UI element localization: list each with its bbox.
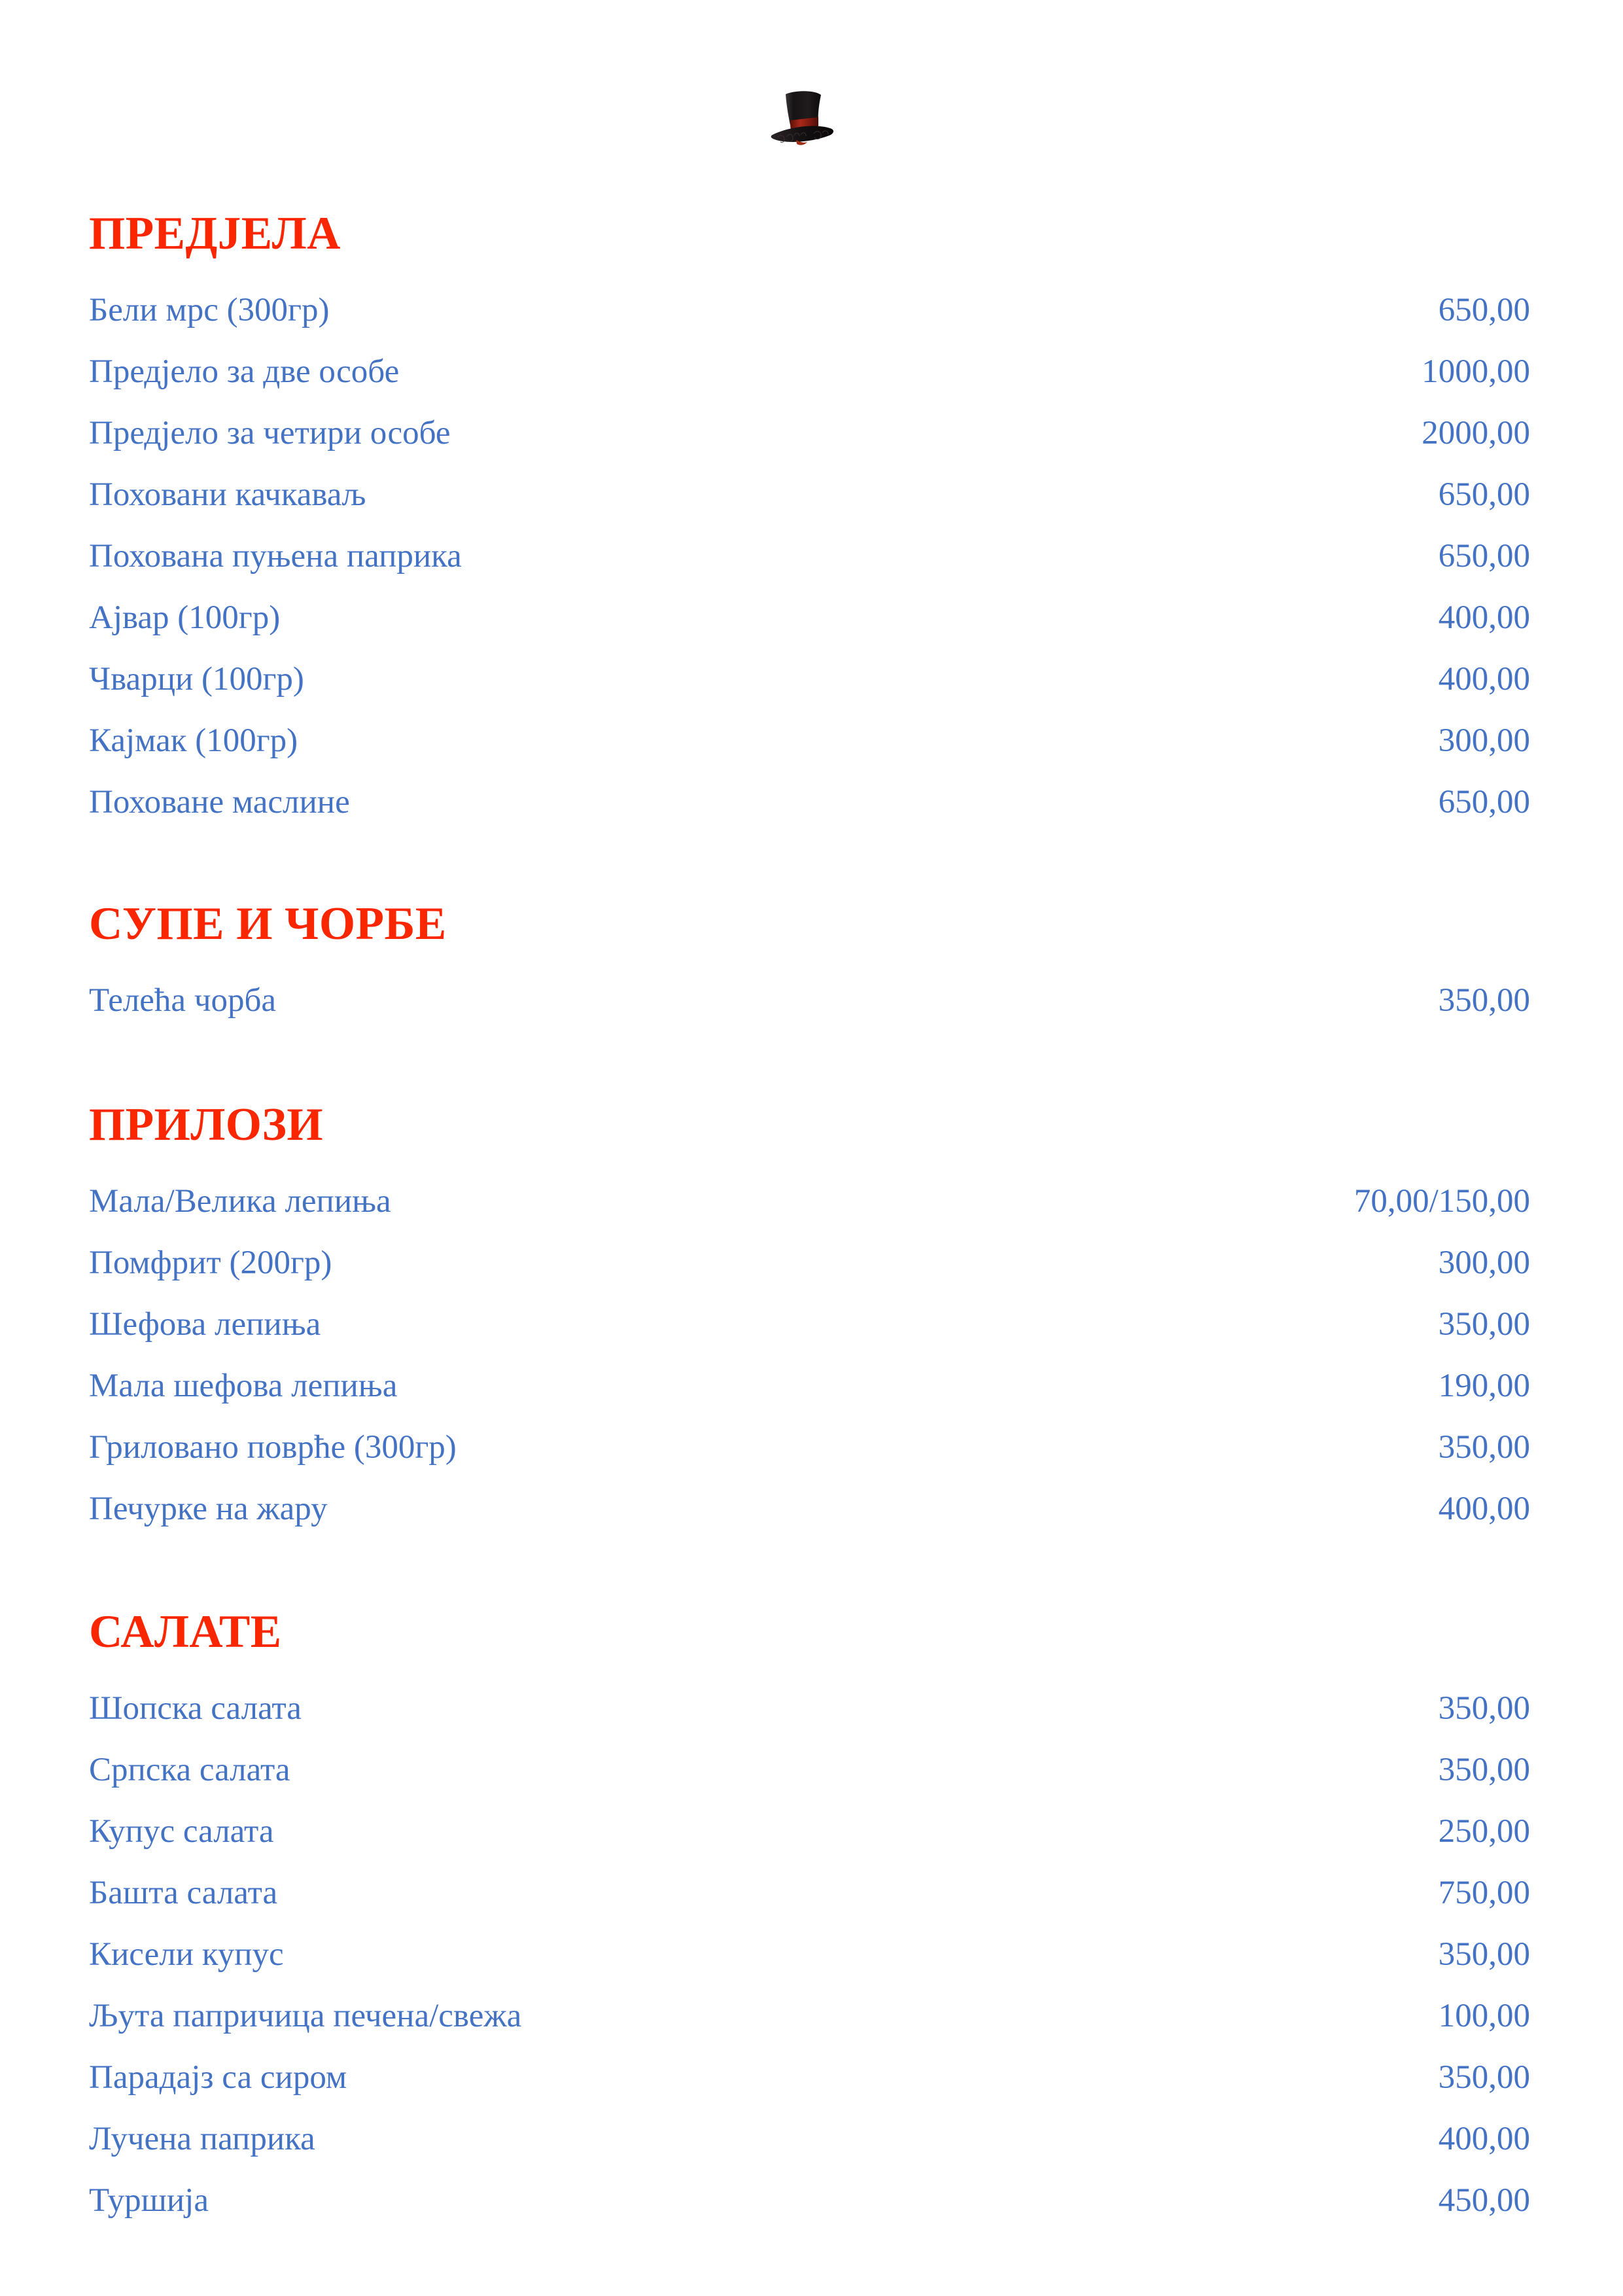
item-price: 400,00 — [1438, 1491, 1530, 1527]
section-items — [89, 279, 1534, 833]
item-name: Српска салата — [89, 1752, 290, 1788]
item-name: Предјело за две особе — [89, 353, 400, 390]
menu-section — [89, 898, 1534, 1031]
item-name: Ајвар (100гр) — [89, 599, 281, 636]
item-price: 650,00 — [1438, 476, 1530, 513]
item-name: Бели мрс (300гр) — [89, 292, 330, 328]
item-price: 100,00 — [1438, 1998, 1530, 2034]
item-price: 350,00 — [1438, 982, 1530, 1019]
item-price: 2000,00 — [1422, 415, 1530, 451]
section-items — [89, 1171, 1534, 1540]
item-name: Лучена паприка — [89, 2121, 315, 2157]
menu-item-row — [89, 1862, 1534, 1924]
item-price: 250,00 — [1438, 1813, 1530, 1850]
item-name: Шефова лепиња — [89, 1306, 321, 1343]
menu-item-row — [89, 1232, 1534, 1294]
item-name: Љута папричица печена/свежа — [89, 1998, 522, 2034]
menu-item-row — [89, 2170, 1534, 2231]
restaurant-logo — [89, 0, 1534, 211]
menu-item-row — [89, 2047, 1534, 2108]
menu-item-row — [89, 648, 1534, 710]
section-items — [89, 1678, 1534, 2231]
menu-item-row — [89, 1171, 1534, 1232]
item-price: 400,00 — [1438, 661, 1530, 698]
top-hat-logo-icon — [753, 80, 871, 158]
item-name: Предјело за четири особе — [89, 415, 451, 451]
item-price: 350,00 — [1438, 1752, 1530, 1788]
menu-section — [89, 1606, 1534, 2231]
menu-item-row — [89, 525, 1534, 587]
item-name: Кисели купус — [89, 1936, 284, 1973]
item-name: Парадајз са сиром — [89, 2059, 347, 2096]
item-price: 70,00/150,00 — [1353, 1183, 1530, 1220]
item-name: Мала/Велика лепиња — [89, 1183, 391, 1220]
item-price: 350,00 — [1438, 1936, 1530, 1973]
section-items — [89, 970, 1534, 1031]
item-name: Кајмак (100гр) — [89, 722, 298, 759]
menu-item-row — [89, 464, 1534, 525]
item-name: Туршија — [89, 2182, 209, 2219]
item-price: 300,00 — [1438, 1245, 1530, 1281]
item-price: 350,00 — [1438, 1690, 1530, 1727]
menu-item-row — [89, 1417, 1534, 1478]
menu-item-row — [89, 1801, 1534, 1862]
item-name: Мала шефова лепиња — [89, 1368, 398, 1404]
menu-item-row — [89, 1478, 1534, 1540]
menu-item-row — [89, 771, 1534, 833]
menu-item-row — [89, 970, 1534, 1031]
menu-item-row — [89, 279, 1534, 341]
menu-item-row — [89, 1739, 1534, 1801]
menu-item-row — [89, 1355, 1534, 1417]
menu-item-row — [89, 710, 1534, 771]
item-price: 450,00 — [1438, 2182, 1530, 2219]
section-heading: САЛАТЕ — [89, 1606, 282, 1657]
item-name: Поховани качкаваљ — [89, 476, 366, 513]
item-price: 400,00 — [1438, 599, 1530, 636]
item-price: 350,00 — [1438, 2059, 1530, 2096]
menu-item-row — [89, 402, 1534, 464]
menu-item-row — [89, 1294, 1534, 1355]
menu-section — [89, 1099, 1534, 1540]
item-name: Чварци (100гр) — [89, 661, 304, 698]
menu-item-row — [89, 1924, 1534, 1985]
menu-item-row — [89, 1985, 1534, 2047]
item-name: Башта салата — [89, 1875, 278, 1911]
section-heading: СУПЕ И ЧОРБЕ — [89, 898, 447, 949]
item-price: 1000,00 — [1422, 353, 1530, 390]
item-price: 650,00 — [1438, 292, 1530, 328]
section-heading: ПРИЛОЗИ — [89, 1099, 324, 1150]
menu-item-row — [89, 341, 1534, 402]
item-price: 400,00 — [1438, 2121, 1530, 2157]
item-name: Похована пуњена паприка — [89, 538, 462, 574]
item-name: Помфрит (200гр) — [89, 1245, 332, 1281]
item-price: 650,00 — [1438, 538, 1530, 574]
item-price: 350,00 — [1438, 1429, 1530, 1466]
item-price: 300,00 — [1438, 722, 1530, 759]
item-name: Телећа чорба — [89, 982, 277, 1019]
item-price: 190,00 — [1438, 1368, 1530, 1404]
item-price: 350,00 — [1438, 1306, 1530, 1343]
item-price: 750,00 — [1438, 1875, 1530, 1911]
item-name: Поховане маслине — [89, 784, 350, 821]
section-heading: ПРЕДЈЕЛА — [89, 208, 341, 259]
item-name: Печурке на жару — [89, 1491, 328, 1527]
item-name: Гриловано поврће (300гр) — [89, 1429, 457, 1466]
menu-item-row — [89, 1678, 1534, 1739]
item-price: 650,00 — [1438, 784, 1530, 821]
menu-item-row — [89, 2108, 1534, 2170]
item-name: Купус салата — [89, 1813, 274, 1850]
item-name: Шопска салата — [89, 1690, 302, 1727]
menu-item-row — [89, 587, 1534, 648]
menu-section — [89, 208, 1534, 833]
